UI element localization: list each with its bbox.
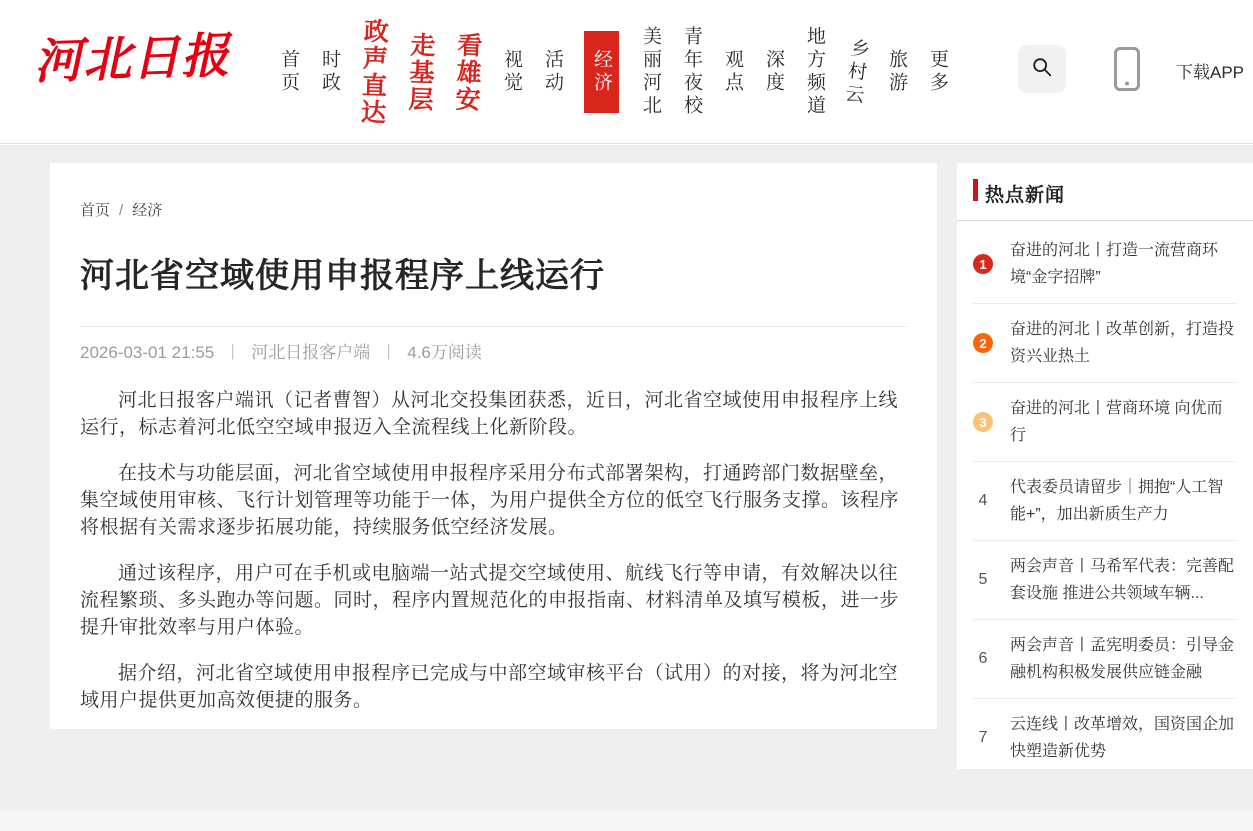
hot-news-item[interactable] [973,699,1237,769]
meta-separator: 丨 [380,343,398,363]
nav-item-home[interactable]: 首页 [278,49,299,95]
nav-item-economy[interactable]: 经济 [584,31,619,113]
hot-news-item[interactable] [973,462,1237,541]
search-icon [1031,56,1053,83]
rank-badge: 1 [973,254,993,274]
hot-news-item-text: 奋进的河北丨打造一流营商环境“金字招牌” [1010,242,1219,286]
breadcrumb-current[interactable]: 经济 [132,202,163,219]
article-paragraph: 通过该程序，用户可在手机或电脑端一站式提交空域使用、航线飞行等申请，有效解决以往流程繁琐、多头跑办等问题。同时，程序内置规范化的申报指南、材料清单及填写模板，进一步提升审批效率与用户体验。 [80,563,900,639]
page-footer [0,811,1253,831]
nav-item-travel[interactable]: 旅游 [886,49,907,95]
article-card [50,163,937,729]
main-nav [268,0,958,144]
publish-time: 2026-03-01 21:55 [80,343,215,363]
article-meta [80,327,907,374]
nav-item-visual[interactable]: 视觉 [501,49,522,95]
rank-number: 7 [978,729,988,746]
nav-item-more[interactable]: 更多 [927,49,948,95]
breadcrumb-home[interactable]: 首页 [80,202,111,219]
meta-separator: 丨 [224,343,242,363]
nav-item-youth-night-school[interactable]: 青年夜校 [681,26,702,118]
article-paragraph: 在技术与功能层面，河北省空域使用申报程序采用分布式部署架构，打通跨部门数据壁垒，集空域使用审核、飞行计划管理等功能于一体，为用户提供全方位的低空飞行服务支撑。该程序将根据有关需求逐步拓展功能，持续服务低空经济发展。 [80,463,900,539]
rank-number: 6 [978,650,988,667]
hot-news-item[interactable] [973,620,1237,699]
nav-item-events[interactable]: 活动 [542,49,563,95]
site-logo[interactable]: 河北日报 [33,27,231,91]
nav-item-kan-xiongan[interactable]: 看雄安 [451,31,484,113]
article-paragraph: 河北日报客户端讯（记者曹智）从河北交投集团获悉，近日，河北省空域使用申报程序上线运行，标志着河北低空空域申报迈入全流程线上化新阶段。 [80,390,899,439]
rank-number: 4 [978,492,988,509]
hot-news-title: 热点新闻 [985,185,1066,206]
hot-news-item-text: 云连线丨改革增效，国资国企加快塑造新优势 [1010,716,1235,760]
red-accent-bar [973,179,978,201]
hot-news-item-text: 代表委员请留步｜拥抱“人工智能+”，加出新质生产力 [1010,479,1224,523]
nav-item-politics[interactable]: 时政 [319,49,340,95]
hot-news-item[interactable] [973,225,1237,304]
site-header [0,0,1253,144]
hot-news-sidebar [957,163,1253,769]
main-content-area [0,145,1253,811]
hot-news-item-text: 奋进的河北丨改革创新，打造投资兴业热土 [1010,321,1235,365]
article-source: 河北日报客户端 [251,343,371,363]
hot-news-item-text: 两会声音丨马希军代表：完善配套设施 推进公共领域车辆... [1010,558,1235,602]
nav-item-local-channels[interactable]: 地方频道 [804,26,825,118]
hot-news-item[interactable] [973,383,1237,462]
hot-news-item-text: 奋进的河北丨营商环境 向优而行 [1010,400,1223,444]
hot-news-header [957,163,1253,221]
article-body [80,387,907,714]
rank-number: 5 [978,571,988,588]
nav-item-zhengsheng-zhida[interactable]: 政声直达 [357,17,390,127]
search-button[interactable] [1018,45,1066,93]
nav-item-zou-jiceng[interactable]: 走基层 [404,31,437,113]
article-inner [50,163,937,714]
nav-item-rural-cloud[interactable]: 乡村云 [840,36,871,108]
breadcrumb [80,199,907,220]
hot-news-list [957,221,1253,769]
article-title: 河北省空域使用申报程序上线运行 [80,257,605,295]
read-count: 4.6万阅读 [407,343,482,363]
hot-news-item[interactable] [973,304,1237,383]
hot-news-item[interactable] [973,541,1237,620]
nav-item-beautiful-hebei[interactable]: 美丽河北 [640,26,661,118]
article-paragraph: 据介绍，河北省空域使用申报程序已完成与中部空域审核平台（试用）的对接，将为河北空域用户提供更加高效便捷的服务。 [80,663,899,712]
breadcrumb-separator: / [119,202,124,219]
download-app-link[interactable]: 下载APP [1176,63,1245,82]
mobile-phone-icon[interactable] [1114,47,1140,91]
hot-news-item-text: 两会声音丨孟宪明委员：引导金融机构积极发展供应链金融 [1010,637,1235,681]
rank-badge: 3 [973,412,993,432]
rank-badge: 2 [973,333,993,353]
nav-item-opinion[interactable]: 观点 [722,49,743,95]
nav-item-depth[interactable]: 深度 [763,49,784,95]
